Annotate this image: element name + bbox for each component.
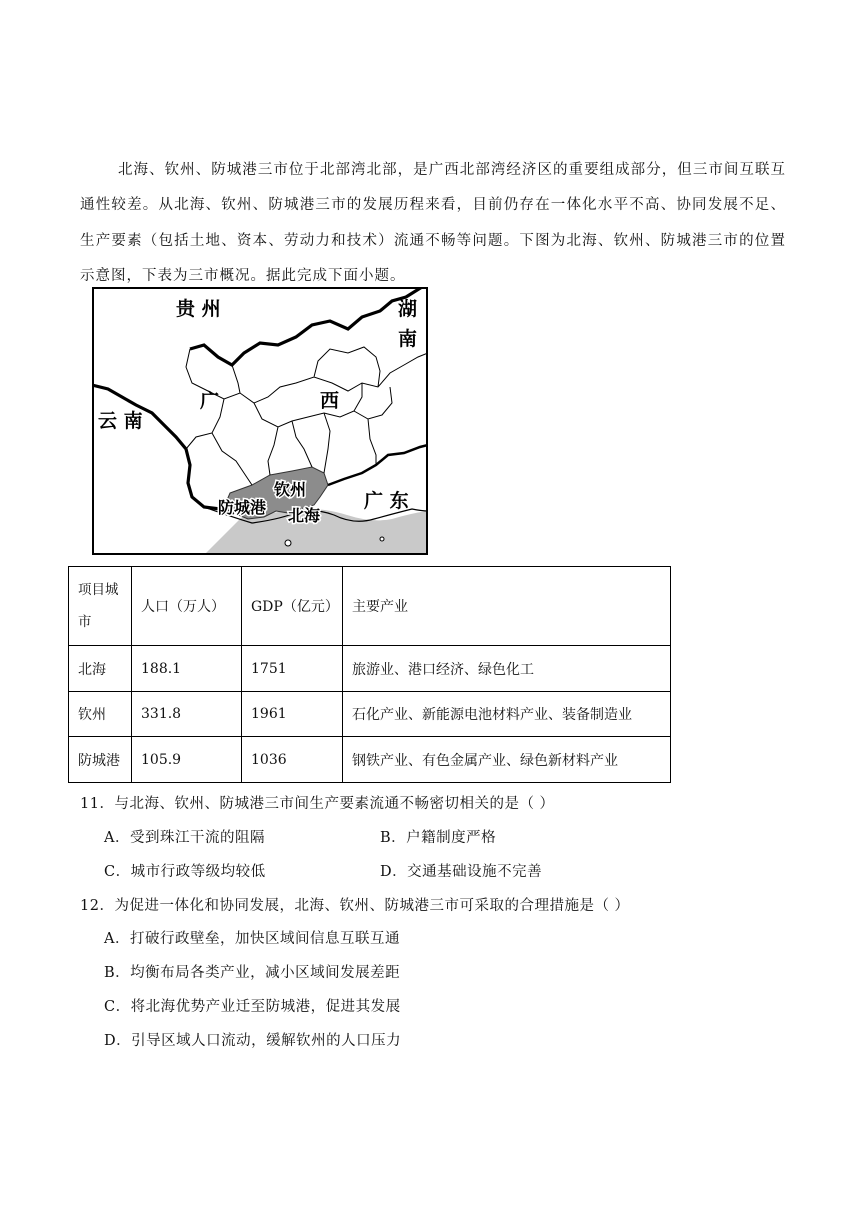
label-yunnan: 云 南 <box>98 410 143 432</box>
table-row <box>69 737 671 783</box>
location-map <box>92 287 428 555</box>
label-xi: 西 <box>320 390 340 412</box>
label-fangchenggang: 防城港 <box>218 498 267 517</box>
question-11-option-c[interactable]: C．城市行政等级均较低 <box>104 864 266 880</box>
cell-gdp: 1751 <box>242 646 343 692</box>
question-12-option-c[interactable]: C．将北海优势产业迁至防城港，促进其发展 <box>104 999 401 1015</box>
cell-industry: 钢铁产业、有色金属产业、绿色新材料产业 <box>343 737 671 783</box>
label-guizhou: 贵 州 <box>176 298 221 320</box>
cell-city: 钦州 <box>69 692 132 737</box>
question-12-option-d[interactable]: D．引导区域人口流动，缓解钦州的人口压力 <box>104 1033 402 1049</box>
cell-population: 331.8 <box>132 692 242 737</box>
question-11-option-b[interactable]: B．户籍制度严格 <box>380 830 497 846</box>
table-row <box>69 692 671 737</box>
header-industry: 主要产业 <box>343 567 671 646</box>
table-header-row <box>69 567 671 646</box>
cell-city: 防城港 <box>69 737 132 783</box>
label-guang: 广 <box>200 390 220 412</box>
cell-industry: 旅游业、港口经济、绿色化工 <box>343 646 671 692</box>
cell-gdp: 1036 <box>242 737 343 783</box>
island <box>380 537 384 541</box>
intro-paragraph: 北海、钦州、防城港三市位于北部湾北部，是广西北部湾经济区的重要组成部分，但三市间互联互通性较差。从北海、钦州、防城港三市的发展历程来看，目前仍存在一体化水平不高、协同发展不足、生产要素（包括土地、资本、劳动力和技术）流通不畅等问题。下图为北海、钦州、防城港三市的位置示意图，下表为三市概况。据此完成下面小题。 <box>80 161 786 284</box>
cell-industry: 石化产业、新能源电池材料产业、装备制造业 <box>343 692 671 737</box>
cell-city: 北海 <box>69 646 132 692</box>
question-12-option-b[interactable]: B．均衡布局各类产业，减小区域间发展差距 <box>104 965 401 981</box>
island <box>285 540 291 546</box>
label-beihai: 北海 <box>288 506 321 525</box>
table-row <box>69 646 671 692</box>
provincial-border <box>92 287 422 513</box>
question-11-stem: 11．与北海、钦州、防城港三市间生产要素流通不畅密切相关的是（ ） <box>80 796 555 812</box>
internal-boundaries <box>186 347 428 485</box>
question-11-option-a[interactable]: A．受到珠江干流的阻隔 <box>104 830 265 846</box>
city-overview-table <box>68 566 671 783</box>
cell-population: 105.9 <box>132 737 242 783</box>
question-12-option-a[interactable]: A．打破行政壁垒，加快区域间信息互联互通 <box>104 931 400 947</box>
question-11-option-d[interactable]: D．交通基础设施不完善 <box>380 864 543 880</box>
cell-gdp: 1961 <box>242 692 343 737</box>
label-qinzhou: 钦州 <box>274 480 307 499</box>
label-nan-hunan: 南 <box>398 328 418 350</box>
header-gdp: GDP（亿元） <box>242 567 343 646</box>
header-population: 人口（万人） <box>132 567 242 646</box>
question-12-stem: 12．为促进一体化和协同发展，北海、钦州、防城港三市可采取的合理措施是（ ） <box>80 898 630 914</box>
label-hu: 湖 <box>398 298 418 320</box>
cell-population: 188.1 <box>132 646 242 692</box>
guangdong-border <box>328 445 428 485</box>
header-corner: 项目城市 <box>69 567 132 646</box>
label-guangdong: 广 东 <box>364 490 409 512</box>
